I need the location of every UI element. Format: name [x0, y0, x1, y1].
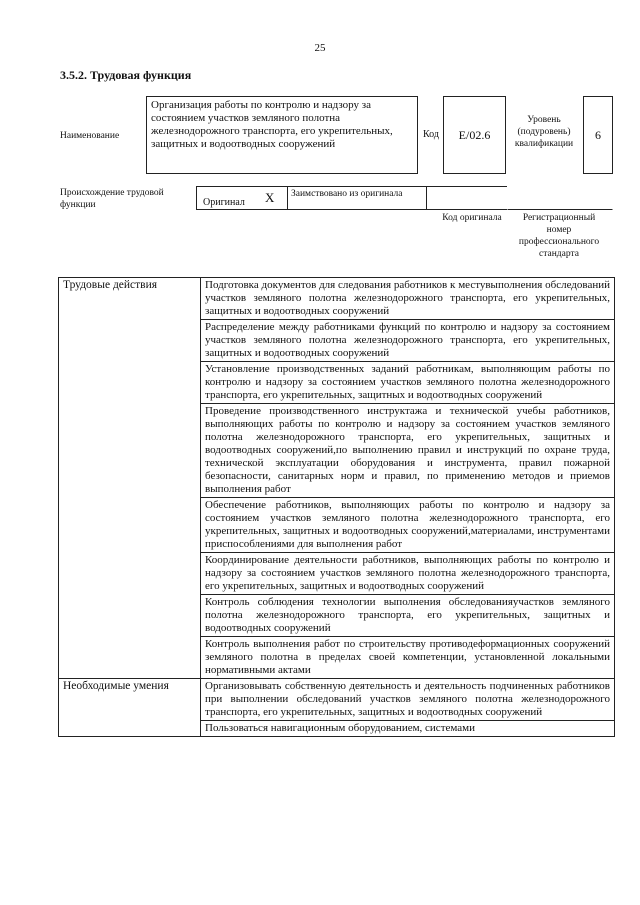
- origin-label: Происхождение трудовой функции: [60, 188, 164, 210]
- original-cell: [196, 186, 288, 210]
- actions-heading: Трудовые действия: [59, 278, 201, 679]
- code-original-label: Код оригинала: [442, 213, 502, 223]
- function-name-box: Организация работы по контролю и надзору за состоянием участков земляного полотна железнодорожного транспорта, его укрепительных, защитных и водоотводных сооружений: [146, 96, 418, 174]
- name-label: Наименование: [60, 131, 120, 141]
- qualification-level-label: Уровень (подуровень) квалификации: [514, 115, 574, 149]
- reg-number-cell: [507, 186, 613, 210]
- action-item: Установление производственных заданий работникам, выполняющим работы по контролю и надзору за состоянием участков земляного полотна железнодорожного транспорта, его укрепительных, защитных и водоотводных сооружений: [201, 362, 615, 404]
- function-code-box: E/02.6: [443, 96, 506, 174]
- skill-item: Пользоваться навигационным оборудованием, системами: [201, 721, 615, 737]
- reg-number-label: Регистрационный номер профессионального стандарта: [518, 213, 600, 259]
- original-label: Оригинал: [203, 197, 245, 208]
- action-item: Координирование деятельности работников, выполняющих работы по контролю и надзору за состоянием участков земляного полотна железнодорожного транспорта, его укрепительных, защитных и водоотводных сооружений: [201, 553, 615, 595]
- borrowed-cell: Заимствовано из оригинала: [287, 186, 427, 210]
- action-item: Контроль выполнения работ по строительству противодеформационных сооружений земляного полотна в пределах своей компетенции, установленной локальными нормативными актами: [201, 637, 615, 679]
- qualification-level-box: 6: [583, 96, 613, 174]
- action-item: Подготовка документов для следования работников к местувыполнения обследований участков земляного полотна железнодорожного транспорта, его укрепительных, защитных и водоотводных сооружений: [201, 278, 615, 320]
- function-table: [58, 277, 615, 737]
- original-mark: X: [265, 190, 275, 205]
- page-number: 25: [314, 42, 326, 54]
- table-row: [59, 679, 615, 721]
- action-item: Обеспечение работников, выполняющих работы по контролю и надзору за состоянием участков земляного полотна железнодорожного транспорта, его укрепительных, защитных и водоотводных сооружений,материалами, инструментами приспособлениями для выполнения работ: [201, 498, 615, 553]
- skills-heading: Необходимые умения: [59, 679, 201, 737]
- action-item: Проведение производственного инструктажа и технической учебы работников, выполняющих работы по контролю и надзору за состоянием участков земляного полотна железнодорожного транспорта, его укрепительных, защитных и водоотводных сооружений,по выполнению правил и инструкций по охране труда, технической эксплуатации оборудования и инструмента, правил пожарной безопасности, санитарных норм и правил, по применению методов и приемов выполнения работ: [201, 404, 615, 498]
- action-item: Контроль соблюдения технологии выполнения обследованияучастков земляного полотна железнодорожного транспорта, его укрепительных, защитных и водоотводных сооружений: [201, 595, 615, 637]
- skill-item: Организовывать собственную деятельность и деятельность подчиненных работников при выполнении обследований участков земляного полотна железнодорожного транспорта, его укрепительных, защитных и водоотводных сооружений: [201, 679, 615, 721]
- table-row: [59, 278, 615, 320]
- code-label: Код: [423, 129, 439, 140]
- action-item: Распределение между работниками функций по контролю и надзору за состоянием участков земляного полотна железнодорожного транспорта, его укрепительных, защитных и водоотводных сооружений: [201, 320, 615, 362]
- section-heading: 3.5.2. Трудовая функция: [60, 68, 192, 82]
- code-original-cell: [426, 186, 508, 210]
- origin-row: [196, 186, 613, 210]
